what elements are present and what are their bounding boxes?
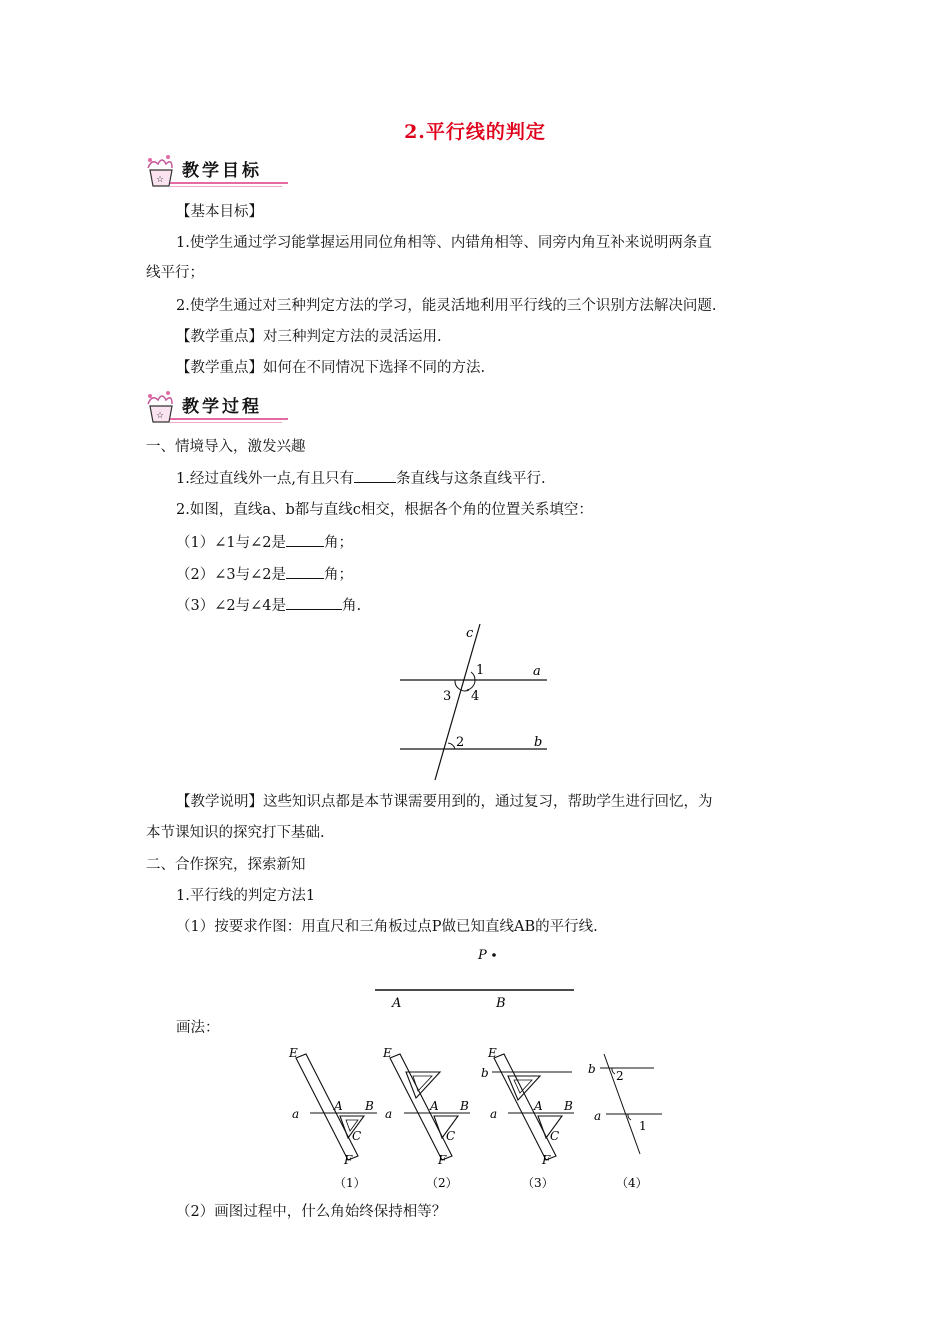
question-2-2-after: 角； <box>323 567 353 583</box>
caption-1: （1） <box>334 1176 366 1190</box>
method-1-heading: 1.平行线的判定方法1 <box>176 888 316 904</box>
teaching-note-line2: 本节课知识的探究打下基础. <box>146 825 325 841</box>
construction-step-1 <box>288 1046 377 1190</box>
label-B: B <box>460 1099 469 1113</box>
label-a: a <box>594 1109 602 1123</box>
goal-item-2: 2.使学生通过对三种判定方法的学习，能灵活地利用平行线的三个识别方法解决问题. <box>176 298 717 314</box>
label-P: P <box>478 948 487 963</box>
task-1: （1）按要求作图：用直尺和三角板过点P做已知直线AB的平行线. <box>176 919 598 935</box>
part1-heading: 一、情境导入，激发兴趣 <box>146 439 306 455</box>
teaching-note-text: 这些知识点都是本节课需要用到的，通过复习，帮助学生进行回忆，为 <box>263 794 713 810</box>
section-heading: 教学过程 <box>182 397 262 417</box>
answer-blank <box>286 594 342 610</box>
question-2-3 <box>176 594 361 616</box>
caption-4: （4） <box>616 1176 648 1190</box>
question-2-1-after: 角； <box>323 535 353 551</box>
heading-underline-2 <box>170 422 282 423</box>
label-A: A <box>534 1099 543 1113</box>
label-b: b <box>534 735 543 750</box>
angle-2-label: 2 <box>616 1069 624 1083</box>
label-F: F <box>344 1153 353 1167</box>
svg-text:☆: ☆ <box>156 175 165 185</box>
section-heading: 教学目标 <box>182 161 262 181</box>
label-B: B <box>496 996 506 1011</box>
label-E: E <box>289 1046 298 1060</box>
task-2: （2）画图过程中，什么角始终保持相等？ <box>176 1204 447 1220</box>
part2-heading: 二、合作探究，探索新知 <box>146 857 306 873</box>
label-b: b <box>481 1066 489 1080</box>
question-1-after: 条直线与这条直线平行. <box>395 471 546 487</box>
section-header-goals <box>142 152 292 192</box>
question-1-before: 1.经过直线外一点,有且只有 <box>176 471 354 487</box>
caption-2: （2） <box>426 1176 458 1190</box>
angle-1-label: 1 <box>639 1119 647 1133</box>
label-A: A <box>430 1099 439 1113</box>
label-B: B <box>564 1099 573 1113</box>
question-2-1 <box>176 531 353 553</box>
goal-item-1-line1: 1.使学生通过学习能掌握运用同位角相等、内错角相等、同旁内角互补来说明两条直 <box>176 235 712 251</box>
figure-transversal-lines <box>395 618 560 783</box>
key-point-label: 【教学重点】 <box>176 329 263 345</box>
heading-underline <box>170 182 288 184</box>
goal-item-1-line2: 线平行； <box>146 265 204 281</box>
label-a: a <box>292 1107 300 1121</box>
label-A: A <box>392 996 402 1011</box>
drawing-method-label: 画法： <box>176 1020 220 1036</box>
section-header-process <box>142 388 292 428</box>
svg-text:☆: ☆ <box>156 411 165 421</box>
label-F: F <box>542 1153 551 1167</box>
answer-blank <box>286 563 324 579</box>
label-E: E <box>488 1046 497 1060</box>
key-point-text: 对三种判定方法的灵活运用. <box>263 329 442 345</box>
label-A: A <box>334 1099 343 1113</box>
construction-step-3 <box>481 1046 574 1190</box>
angle-3-label: 3 <box>443 689 452 704</box>
label-E: E <box>383 1046 392 1060</box>
angle-2-label: 2 <box>456 735 465 750</box>
label-a: a <box>533 664 541 679</box>
answer-blank <box>286 531 324 547</box>
construction-step-2 <box>382 1046 470 1190</box>
teaching-note-line1 <box>176 792 713 812</box>
label-C: C <box>550 1129 560 1143</box>
angle-1-label: 1 <box>476 663 485 678</box>
question-2-2 <box>176 563 353 585</box>
page-title: 2.平行线的判定 <box>404 121 546 143</box>
difficult-point-label: 【教学重点】 <box>176 360 263 376</box>
label-c: c <box>466 626 474 641</box>
figure-construction-steps <box>282 1040 667 1195</box>
label-a: a <box>490 1107 498 1121</box>
difficult-point <box>176 358 485 378</box>
angle-4-label: 4 <box>471 689 480 704</box>
label-a: a <box>385 1107 393 1121</box>
question-1 <box>176 467 546 489</box>
caption-3: （3） <box>522 1176 554 1190</box>
label-b: b <box>588 1062 596 1076</box>
figure-point-and-line <box>370 943 580 1013</box>
heading-underline <box>170 418 288 420</box>
question-2-3-before: （3）∠2与∠4是 <box>176 598 286 614</box>
label-C: C <box>352 1129 362 1143</box>
question-2: 2.如图，直线a、b都与直线c相交，根据各个角的位置关系填空： <box>176 502 593 518</box>
point-P <box>492 953 496 957</box>
answer-blank <box>354 467 396 483</box>
question-2-2-before: （2）∠3与∠2是 <box>176 567 286 583</box>
label-C: C <box>446 1129 456 1143</box>
question-2-1-before: （1）∠1与∠2是 <box>176 535 286 551</box>
difficult-point-text: 如何在不同情况下选择不同的方法. <box>263 360 486 376</box>
label-B: B <box>365 1099 374 1113</box>
key-point <box>176 327 442 347</box>
question-2-3-after: 角. <box>341 598 362 614</box>
heading-underline-2 <box>170 186 282 187</box>
basic-goal-label: 【基本目标】 <box>176 204 263 220</box>
construction-step-4 <box>588 1054 662 1190</box>
teaching-note-label: 【教学说明】 <box>176 794 263 810</box>
label-F: F <box>438 1153 447 1167</box>
